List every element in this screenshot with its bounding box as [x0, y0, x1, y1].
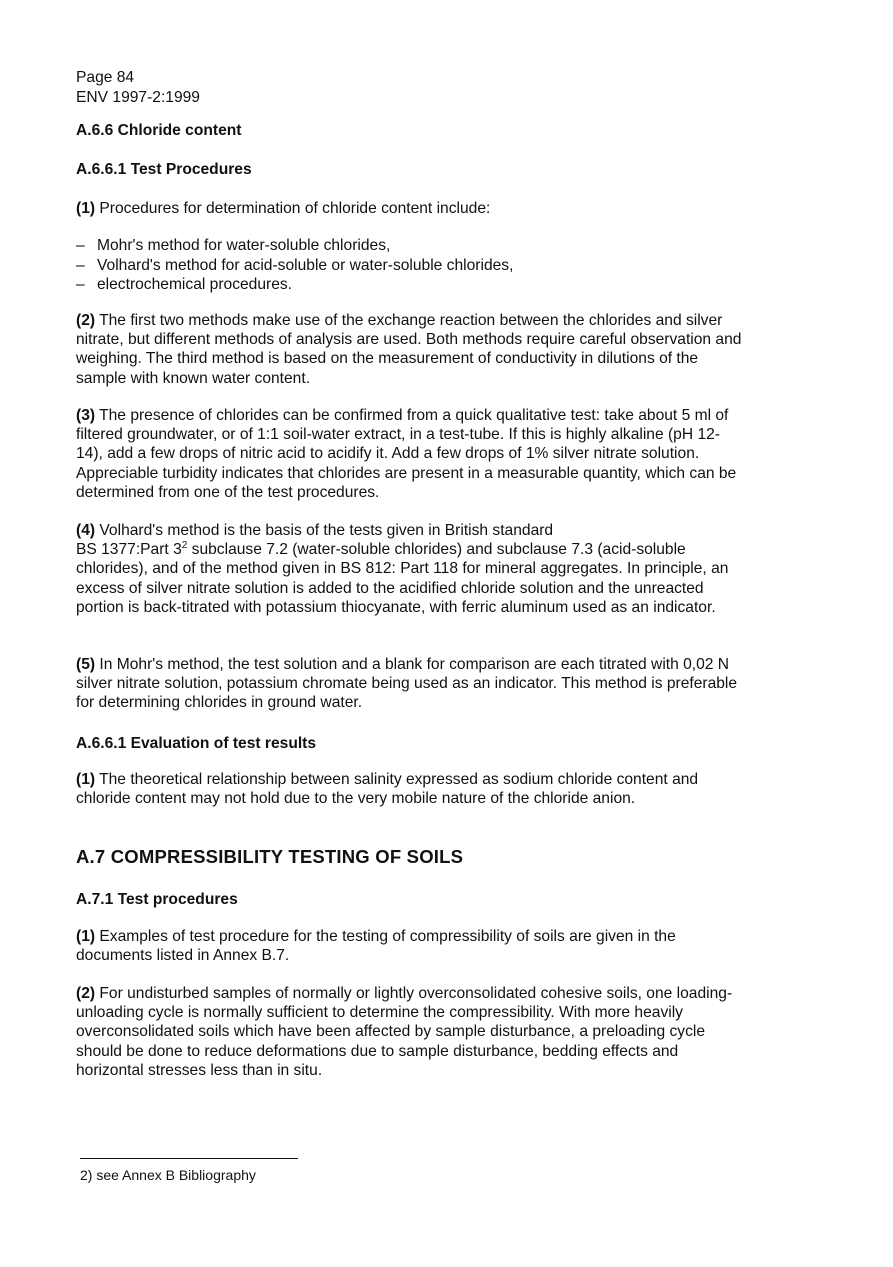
paragraph-number: (3) [76, 407, 96, 424]
dash-bullet: – [76, 237, 85, 254]
paragraph-text: Volhard's method is the basis of the tests given in British standard [95, 522, 554, 539]
paragraph [76, 521, 746, 617]
paragraph [76, 406, 746, 502]
paragraph-number: (2) [76, 985, 96, 1002]
list-item [76, 236, 746, 256]
page-header [76, 68, 746, 108]
paragraph-text: The first two methods make use of the exchange reaction between the chlorides and silver nitrate, but different methods of analysis are used. Both methods require careful observation and weighing. The third method is based on the measurement of conductivity in dilutions of the sample with known water content. [76, 312, 742, 387]
main-section-heading: A.7 COMPRESSIBILITY TESTING OF SOILS [76, 846, 464, 867]
paragraph-text: The presence of chlorides can be confirmed from a quick qualitative test: take about 5 ml of filtered groundwater, or of 1:1 soil-water extract, in a test-tube. If this is highly alkaline (pH 12-14), add a few drops of nitric acid to acidify it. Add a few drops of 1% silver nitrate solution. Appreciable turbidity indicates that chlorides are present in a measurable quantity, which can be determined from one of the test procedures. [76, 407, 737, 501]
paragraph-number: (1) [76, 928, 96, 945]
list-item [76, 275, 746, 295]
paragraph-number: (2) [76, 312, 96, 329]
paragraph [76, 311, 746, 388]
footnote: 2) see Annex B Bibliography [80, 1167, 256, 1183]
subsection-heading: A.6.6.1 Evaluation of test results [76, 735, 317, 752]
paragraph-number: (5) [76, 656, 96, 673]
paragraph-text: subclause 7.2 (water-soluble chlorides) and subclause 7.3 (acid-soluble chlorides), and of the method given in BS 812: Part 118 for mineral aggregates. In principle, an excess of silver nitrate solution is added to the acidified chloride solution and the unreacted portion is back-titrated with potassium thiocyanate, with ferric aluminum used as an indicator. [76, 541, 729, 616]
paragraph [76, 199, 746, 218]
dash-bullet: – [76, 276, 85, 293]
paragraph-text: For undisturbed samples of normally or lightly overconsolidated cohesive soils, one loading-unloading cycle is normally sufficient to determine the compressibility. With more heavily overconsolidated soils which have been affected by sample disturbance, a preloading cycle should be done to reduce deformations due to sample disturbance, bedding effects and horizontal stresses less than in situ. [76, 985, 733, 1079]
paragraph-text: The theoretical relationship between salinity expressed as sodium chloride content and chloride content may not hold due to the very mobile nature of the chloride anion. [76, 771, 699, 808]
footnote-divider [80, 1158, 298, 1159]
paragraph-text: Examples of test procedure for the testing of compressibility of soils are given in the documents listed in Annex B.7. [76, 928, 676, 965]
list-item-text: Mohr's method for water-soluble chlorides, [97, 237, 391, 254]
paragraph-number: (1) [76, 771, 96, 788]
section-heading: A.6.6 Chloride content [76, 122, 242, 139]
paragraph-number: (4) [76, 522, 96, 539]
list-item [76, 256, 746, 276]
subsection-heading: A.6.6.1 Test Procedures [76, 161, 252, 178]
standard-code: ENV 1997-2:1999 [76, 89, 200, 106]
paragraph-text: In Mohr's method, the test solution and a blank for comparison are each titrated with 0,02 N silver nitrate solution, potassium chromate being used as an indicator. This method is preferable for determining chlorides in ground water. [76, 656, 738, 712]
paragraph [76, 655, 746, 713]
list-item-text: Volhard's method for acid-soluble or water-soluble chlorides, [97, 256, 514, 274]
footnote-marker: 2 [181, 540, 188, 552]
method-list [76, 236, 746, 295]
subsection-heading: A.7.1 Test procedures [76, 891, 238, 908]
paragraph [76, 927, 746, 965]
page-number: Page 84 [76, 69, 135, 86]
paragraph [76, 770, 746, 808]
list-item-text: electrochemical procedures. [97, 276, 293, 293]
paragraph [76, 984, 746, 1080]
paragraph-number: (1) [76, 200, 96, 217]
paragraph-text: Procedures for determination of chloride content include: [95, 200, 491, 217]
dash-bullet: – [76, 256, 85, 274]
standard-reference: BS 1377:Part 3 [76, 541, 182, 559]
